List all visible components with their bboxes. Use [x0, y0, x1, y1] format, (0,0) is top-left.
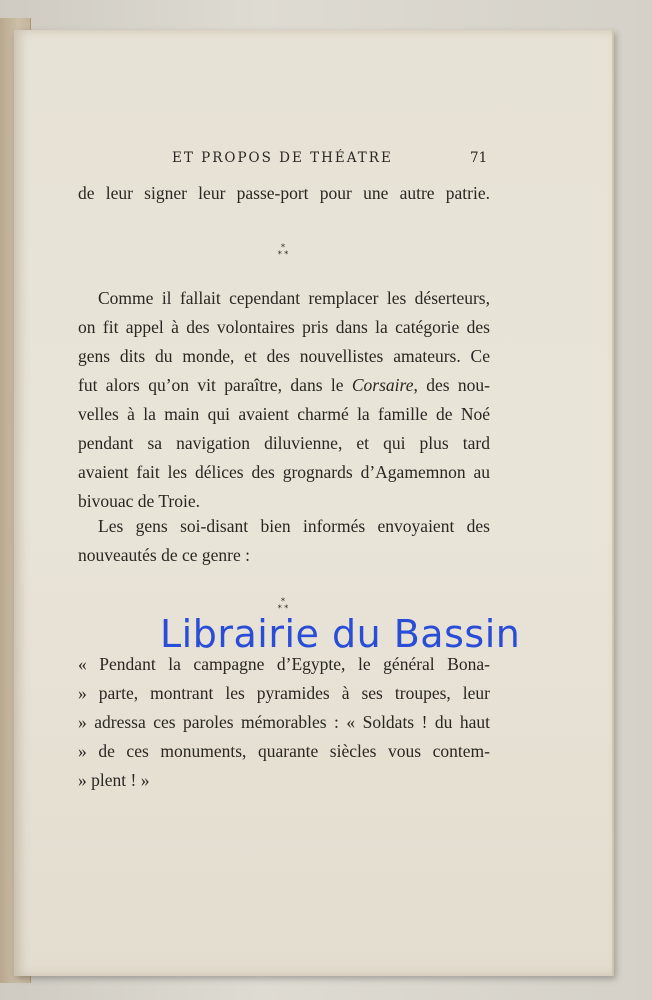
quotation-block: [78, 650, 490, 795]
text-line: bivouac de Troie.: [78, 491, 201, 511]
dinkus-top: *: [281, 243, 285, 252]
text-line: pendant sa navigation diluvienne, et qui plus tard: [78, 433, 490, 453]
page-header: [0, 150, 652, 170]
text-line: on fit appel à des volontaires pris dans la catégorie des: [78, 317, 490, 337]
page-number: 71: [470, 150, 488, 166]
text-line: velles à la main qui avaient charmé la famille de Noé: [78, 404, 490, 424]
text-line: » adressa ces paroles mémorables : « Soldats ! du haut: [78, 712, 490, 732]
text-line: avaient fait les délices des grognards d’Agamemnon au: [78, 462, 490, 482]
section-dinkus: [268, 244, 298, 258]
dinkus-bottom: * *: [277, 250, 289, 259]
paragraph-2: [78, 512, 490, 570]
text-line: de leur signer leur passe-port pour une autre patrie.: [78, 183, 490, 203]
running-head: ET PROPOS DE THÉATRE: [172, 150, 393, 166]
text-line: Comme il fallait cependant remplacer les déserteurs,: [98, 288, 490, 308]
text-line: Les gens soi-disant bien informés envoyaient des: [98, 516, 490, 536]
continuation-line-block: [78, 179, 490, 208]
text-line: « Pendant la campagne d’Egypte, le général Bona-: [78, 654, 490, 674]
watermark-logo: Librairie du Bassin: [160, 612, 521, 656]
text-line: nouveautés de ce genre :: [78, 545, 251, 565]
text-line: gens dits du monde, et des nouvellistes amateurs. Ce: [78, 346, 490, 366]
dinkus-top: *: [281, 597, 285, 606]
paragraph-1: [78, 284, 490, 516]
section-dinkus-2: [268, 598, 298, 612]
text-line: fut alors qu’on vit paraître, dans le Corsaire, des nou-: [78, 375, 490, 395]
text-line: » parte, montrant les pyramides à ses troupes, leur: [78, 683, 490, 703]
dinkus-bottom: * *: [277, 604, 289, 613]
text-line: » de ces monuments, quarante siècles vous contem-: [78, 741, 490, 761]
text-line: » plent ! »: [78, 770, 150, 790]
